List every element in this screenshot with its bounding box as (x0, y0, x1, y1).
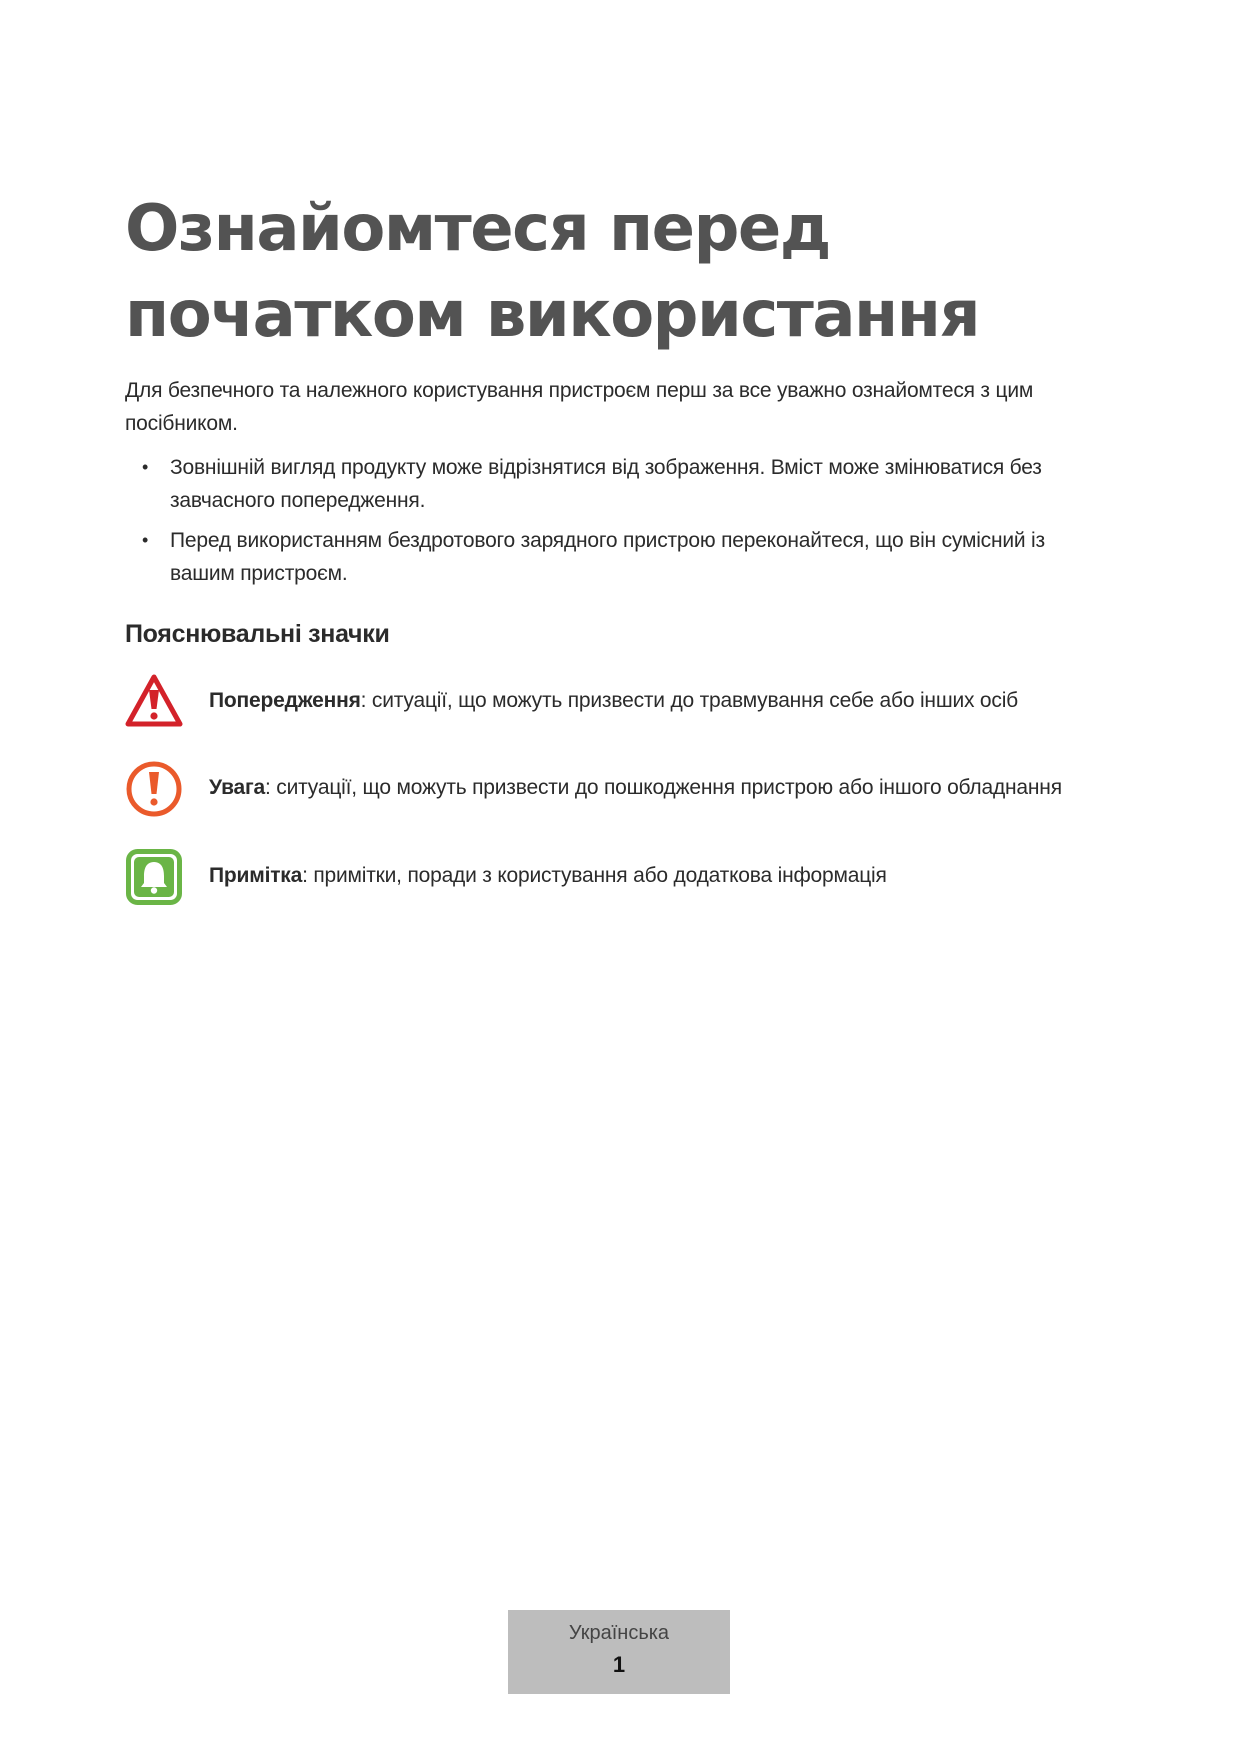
section-heading: Пояснювальні значки (125, 620, 390, 648)
page-number: 1 (612, 1652, 626, 1677)
page-footer (508, 1610, 730, 1694)
caution-text: ситуації, що можуть призвести до пошкодження пристрою або іншого обладнання (270, 776, 1062, 799)
note-text: примітки, поради з користування або додаткова інформація (307, 864, 887, 887)
warning-description (209, 687, 1018, 715)
list-item-text: Перед використанням бездротового зарядного пристрою переконайтеся, що він сумісний із вашим пристроєм. (170, 529, 1045, 585)
note-description (209, 862, 887, 890)
warning-triangle-icon (125, 673, 183, 731)
label-separator: : (265, 776, 271, 799)
bullet-dot: • (142, 457, 149, 477)
bullet-dot: • (142, 530, 149, 550)
note-row (125, 848, 1125, 908)
caution-row (125, 760, 1125, 820)
note-label: Примітка (209, 864, 303, 887)
caution-description (209, 774, 1062, 802)
warning-label: Попередження (209, 689, 361, 712)
bell-note-icon (125, 848, 183, 906)
notice-list (125, 451, 1115, 597)
label-separator: : (302, 864, 308, 887)
caution-label: Увага (209, 776, 266, 799)
warning-text: ситуації, що можуть призвести до травмування себе або інших осіб (366, 689, 1019, 712)
list-item (125, 451, 1115, 517)
list-item (125, 524, 1115, 590)
warning-row (125, 673, 1125, 733)
caution-circle-icon (125, 760, 183, 818)
footer-language: Українська (568, 1622, 670, 1644)
intro-paragraph: Для безпечного та належного користування пристроєм перш за все уважно ознайомтеся з цим посібником. (125, 379, 1034, 435)
label-separator: : (360, 689, 367, 712)
list-item-text: Зовнішній вигляд продукту може відрізнятися від зображення. Вміст може змінюватися без завчасного попередження. (170, 456, 1042, 512)
page-title: Ознайомтеся перед початком використання (125, 192, 980, 352)
